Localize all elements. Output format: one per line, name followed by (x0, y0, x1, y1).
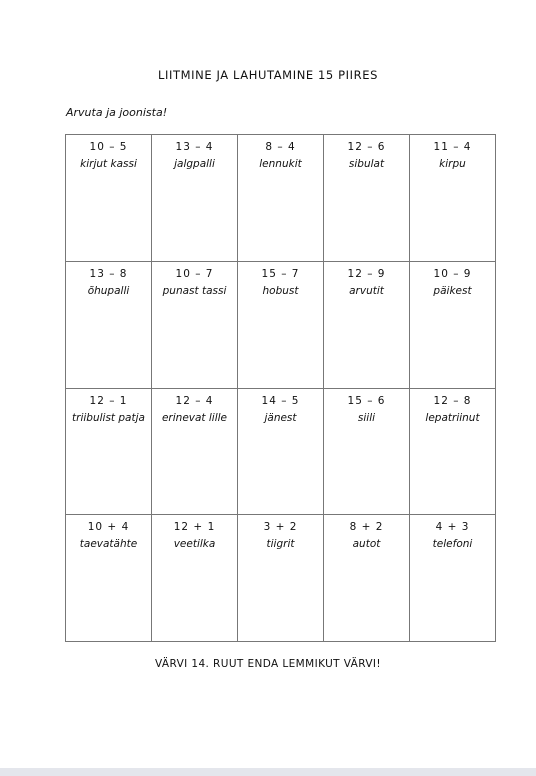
drawing-task: lepatriinut (425, 411, 480, 424)
drawing-task: jänest (264, 411, 297, 424)
worksheet-title: LIITMINE JA LAHUTAMINE 15 PIIRES (158, 68, 378, 82)
drawing-task: kirjut kassi (80, 158, 137, 170)
exercise-cell (324, 389, 410, 516)
bottom-edge (0, 768, 536, 776)
exercise-cell (410, 135, 496, 262)
exercise-cell (324, 135, 410, 262)
drawing-task: päikest (433, 284, 472, 297)
drawing-task: erinevat lille (161, 411, 228, 424)
exercise-cell (410, 389, 496, 516)
exercise-cell (66, 135, 152, 262)
exercise-cell (324, 515, 410, 642)
math-expression: 15 – 6 (347, 394, 386, 407)
instruction-text: Arvuta ja joonista! (66, 106, 168, 119)
drawing-task: autot (352, 538, 381, 551)
drawing-task: sibulat (348, 158, 385, 170)
drawing-task: kirpu (439, 158, 466, 170)
math-expression: 8 + 2 (349, 521, 384, 534)
math-expression: 12 – 4 (175, 394, 214, 407)
math-expression: 10 – 5 (89, 141, 128, 153)
drawing-task: tiigrit (266, 538, 295, 551)
math-expression: 13 – 8 (89, 267, 128, 280)
math-expression: 4 + 3 (435, 521, 470, 534)
drawing-task: taevatähte (79, 538, 138, 551)
exercise-cell (152, 389, 238, 516)
exercise-cell (238, 515, 324, 642)
math-expression: 10 + 4 (87, 521, 130, 534)
math-expression: 13 – 4 (175, 141, 214, 153)
exercise-cell (152, 515, 238, 642)
math-expression: 12 + 1 (173, 521, 216, 534)
drawing-task: siili (357, 411, 376, 424)
exercise-cell (66, 389, 152, 516)
exercise-grid (65, 134, 496, 642)
math-expression: 14 – 5 (261, 394, 300, 407)
exercise-cell (66, 262, 152, 389)
math-expression: 12 – 1 (89, 394, 128, 407)
drawing-task: punast tassi (162, 284, 227, 297)
drawing-task: arvutit (349, 284, 384, 297)
math-expression: 3 + 2 (263, 521, 298, 534)
exercise-cell (152, 262, 238, 389)
exercise-cell (66, 515, 152, 642)
exercise-cell (324, 262, 410, 389)
math-expression: 11 – 4 (433, 141, 472, 153)
exercise-cell (410, 262, 496, 389)
coloring-instruction: VÄRVI 14. RUUT ENDA LEMMIKUT VÄRVI! (154, 658, 382, 670)
math-expression: 15 – 7 (261, 267, 300, 280)
math-expression: 8 – 4 (265, 141, 296, 153)
math-expression: 12 – 8 (433, 394, 472, 407)
drawing-task: hobust (262, 284, 299, 297)
drawing-task: jalgpalli (174, 158, 215, 170)
drawing-task: õhupalli (87, 284, 130, 297)
drawing-task: lennukit (259, 158, 302, 170)
drawing-task: triibulist patja (72, 411, 145, 424)
drawing-task: veetilka (173, 538, 216, 551)
drawing-task: telefoni (432, 538, 473, 551)
math-expression: 10 – 7 (175, 267, 214, 280)
exercise-cell (238, 262, 324, 389)
math-expression: 12 – 6 (347, 141, 386, 153)
exercise-cell (410, 515, 496, 642)
math-expression: 10 – 9 (433, 267, 472, 280)
math-expression: 12 – 9 (347, 267, 386, 280)
exercise-cell (238, 389, 324, 516)
exercise-cell (238, 135, 324, 262)
exercise-cell (152, 135, 238, 262)
